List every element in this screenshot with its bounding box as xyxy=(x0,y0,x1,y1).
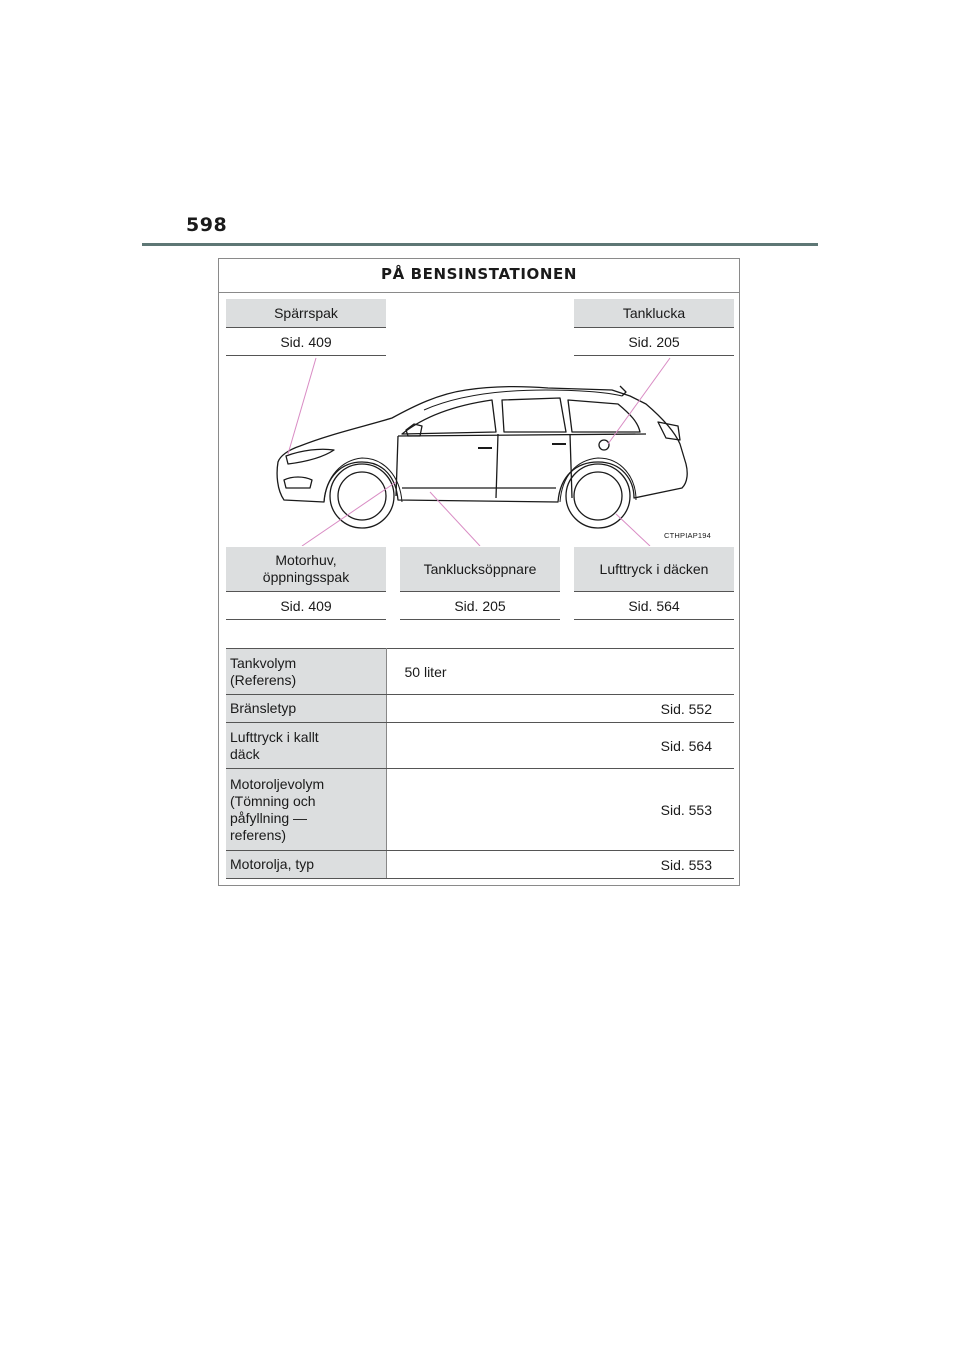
image-code: CTHPIAP194 xyxy=(664,531,712,540)
callout-fuel-door xyxy=(574,299,734,356)
spec-value: Sid. 553 xyxy=(386,851,734,879)
callout-lock-lever xyxy=(226,299,386,356)
header-rule xyxy=(142,243,818,246)
spec-key: Lufttryck i kallt däck xyxy=(226,723,386,769)
callout-label: Motorhuv, öppningsspak xyxy=(226,547,386,592)
callout-label: Tanklucka xyxy=(574,299,734,328)
spec-value: Sid. 553 xyxy=(386,769,734,851)
callout-hood-lever xyxy=(226,547,386,620)
car-illustration xyxy=(226,356,734,546)
spec-value: Sid. 564 xyxy=(386,723,734,769)
callout-ref: Sid. 409 xyxy=(226,592,386,620)
spec-key: Motoroljevolym (Tömning och påfyllning — referens) xyxy=(226,769,386,851)
spec-key: Bränsletyp xyxy=(226,695,386,723)
callout-label: Tanklucksöppnare xyxy=(400,547,560,592)
callout-label: Lufttryck i däcken xyxy=(574,547,734,592)
spec-value: Sid. 552 xyxy=(386,695,734,723)
callout-ref: Sid. 564 xyxy=(574,592,734,620)
section-title: PÅ BENSINSTATIONEN xyxy=(219,259,739,293)
spec-key: Motorolja, typ xyxy=(226,851,386,879)
table-row xyxy=(226,851,734,879)
page-number: 598 xyxy=(186,214,228,236)
spec-value: 50 liter xyxy=(386,649,734,695)
table-row xyxy=(226,723,734,769)
callout-ref: Sid. 205 xyxy=(400,592,560,620)
callout-label: Spärrspak xyxy=(226,299,386,328)
table-row xyxy=(226,769,734,851)
spec-table xyxy=(226,648,734,879)
table-row xyxy=(226,649,734,695)
callout-ref: Sid. 205 xyxy=(574,328,734,356)
callout-fuel-door-opener xyxy=(400,547,560,620)
callout-tire-pressure xyxy=(574,547,734,620)
spec-key: Tankvolym (Referens) xyxy=(226,649,386,695)
table-row xyxy=(226,695,734,723)
callout-ref: Sid. 409 xyxy=(226,328,386,356)
